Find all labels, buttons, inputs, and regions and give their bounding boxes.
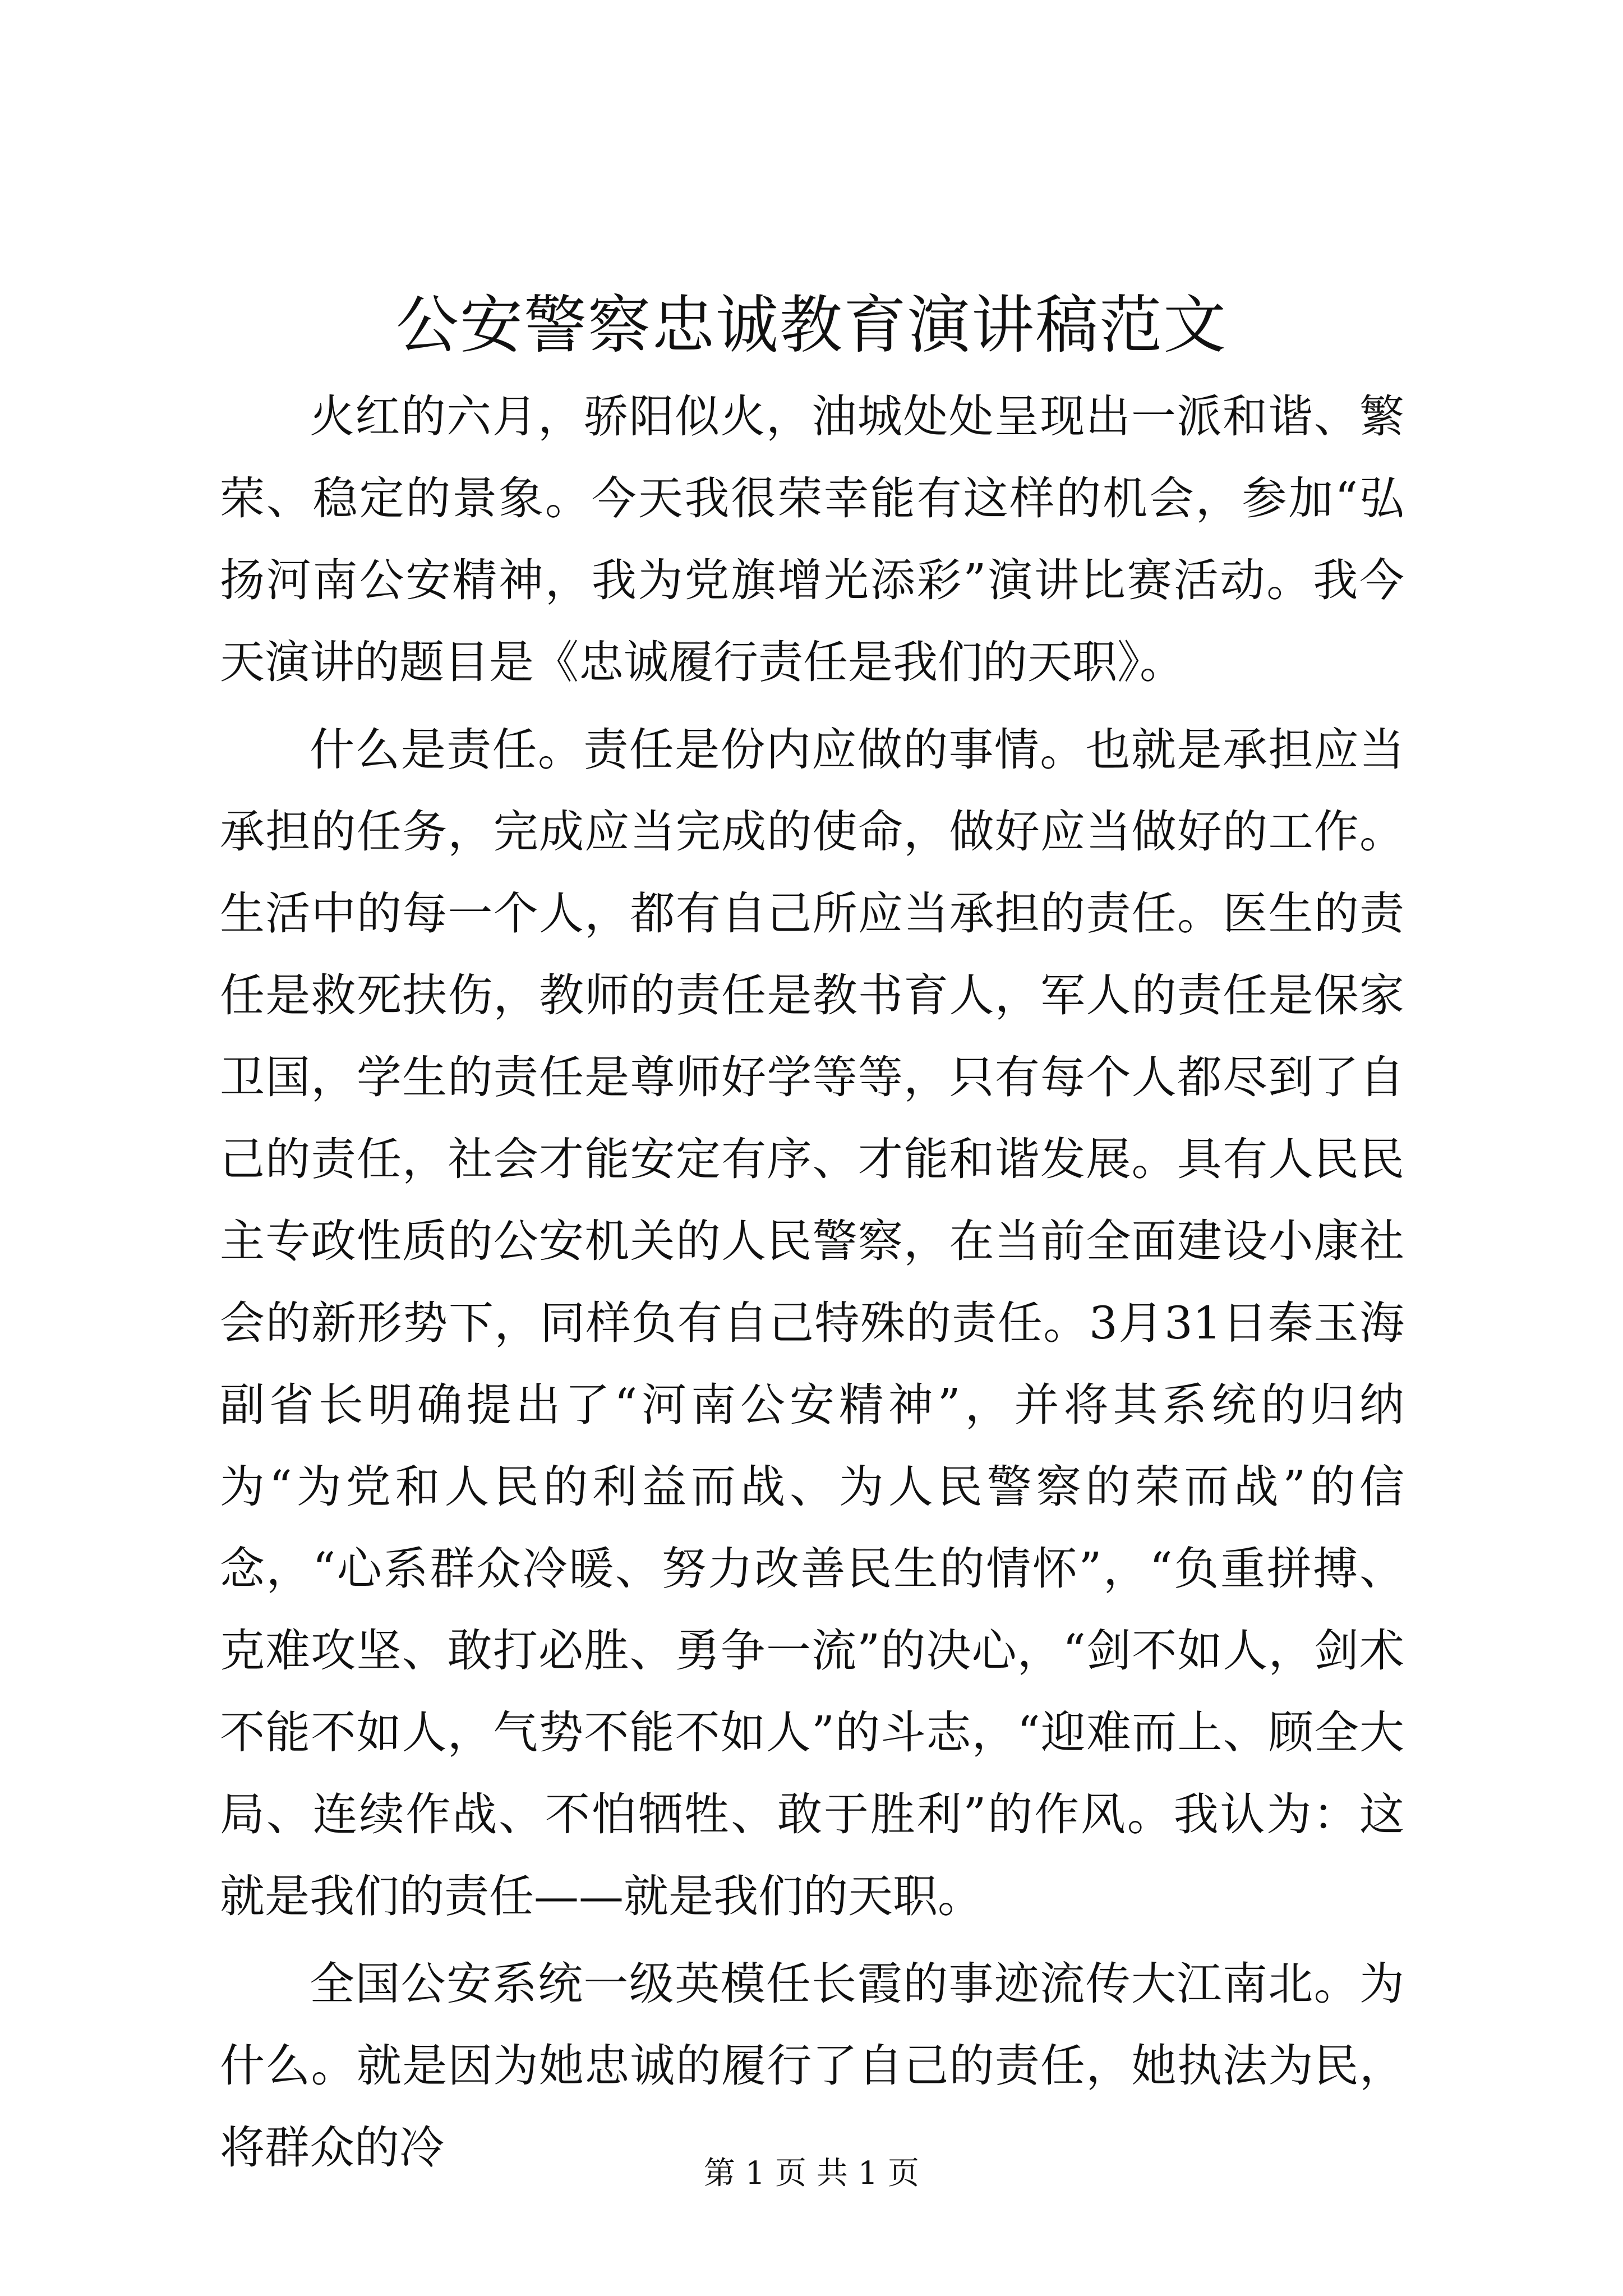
paragraph-3: 全国公安系统一级英模任长霞的事迹流传大江南北。为什么。就是因为她忠诚的履行了自己的责任，她执法为民，将群众的冷: [220, 1958, 1404, 2174]
paragraph-2: 什么是责任。责任是份内应做的事情。也就是承担应当承担的任务，完成应当完成的使命，做好应当做好的工作。生活中的每一个人，都有自己所应当承担的责任。医生的责任是救死扶伤，教师的责任是教书育人，军人的责任是保家卫国，学生的责任是尊师好学等等，只有每个人都尽到了自己的责任，社会才能安定有序、才能和谐发展。具有人民民主专政性质的公安机关的人民警察，在当前全面建设小康社会的新形势下，同样负有自己特殊的责任。3月31日秦玉海副省长明确提出了“河南公安精神”，并将其系统的归纳为“为党和人民的利益而战、为人民警察的荣而战”的信念，“心系群众冷暖、努力改善民生的情怀”，“负重拼搏、克难攻坚、敢打必胜、勇争一流”的决心，“剑不如人，剑术不能不如人，气势不能不如人”的斗志，“迎难而上、顾全大局、连续作战、不怕牺牲、敢于胜利”的作风。我认为：这就是我们的责任——就是我们的天职。: [220, 724, 1404, 1922]
paragraph-1: 火红的六月，骄阳似火，油城处处呈现出一派和谐、繁荣、稳定的景象。今天我很荣幸能有这样的机会，参加“弘扬河南公安精神，我为党旗增光添彩”演讲比赛活动。我今天演讲的题目是《忠诚履行责任是我们的天职》。: [220, 390, 1404, 688]
document-body: [220, 376, 1404, 2189]
page-title: 公安警察忠诚教育演讲稿范文: [396, 289, 1227, 362]
page-number-footer: 第 1 页 共 1 页: [703, 2155, 920, 2192]
